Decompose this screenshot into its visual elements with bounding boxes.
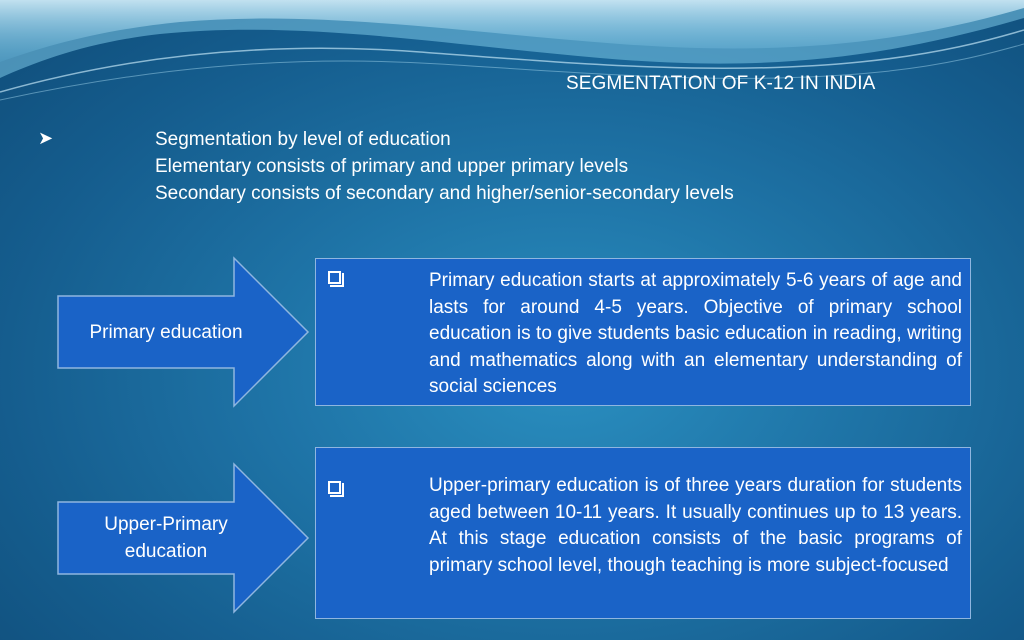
primary-education-description: Primary education starts at approximately 5-6 years of age and lasts for around 4-5 years. Objective of primary school education is to give students basic education in reading, writing and mathematics along with an elementary understanding of social sciences: [429, 270, 962, 397]
upper-primary-label-line: Upper-Primary: [104, 514, 228, 535]
arrow-bullet-icon: ➤: [38, 128, 54, 148]
upper-primary-label-line: education: [124, 541, 208, 562]
intro-line: Elementary consists of primary and upper primary levels: [155, 156, 629, 177]
checkbox-bullet-icon: [328, 271, 341, 284]
checkbox-bullet-icon: [328, 481, 341, 494]
intro-text-block: [155, 126, 734, 207]
primary-education-box: [315, 258, 971, 406]
upper-primary-education-description: Upper-primary education is of three years duration for students aged between 10-11 years. It usually continues up to 13 years. At this stage education consists of the basic programs of primary school level, though teaching is more subject-focused: [429, 475, 962, 576]
slide-title: SEGMENTATION OF K-12 IN INDIA: [566, 73, 876, 94]
primary-education-label: Primary education: [89, 321, 243, 343]
intro-line: Secondary consists of secondary and higher/senior-secondary levels: [155, 183, 734, 204]
intro-line: Segmentation by level of education: [155, 129, 451, 150]
upper-primary-education-box: [315, 447, 971, 619]
upper-primary-education-label: [58, 502, 274, 574]
